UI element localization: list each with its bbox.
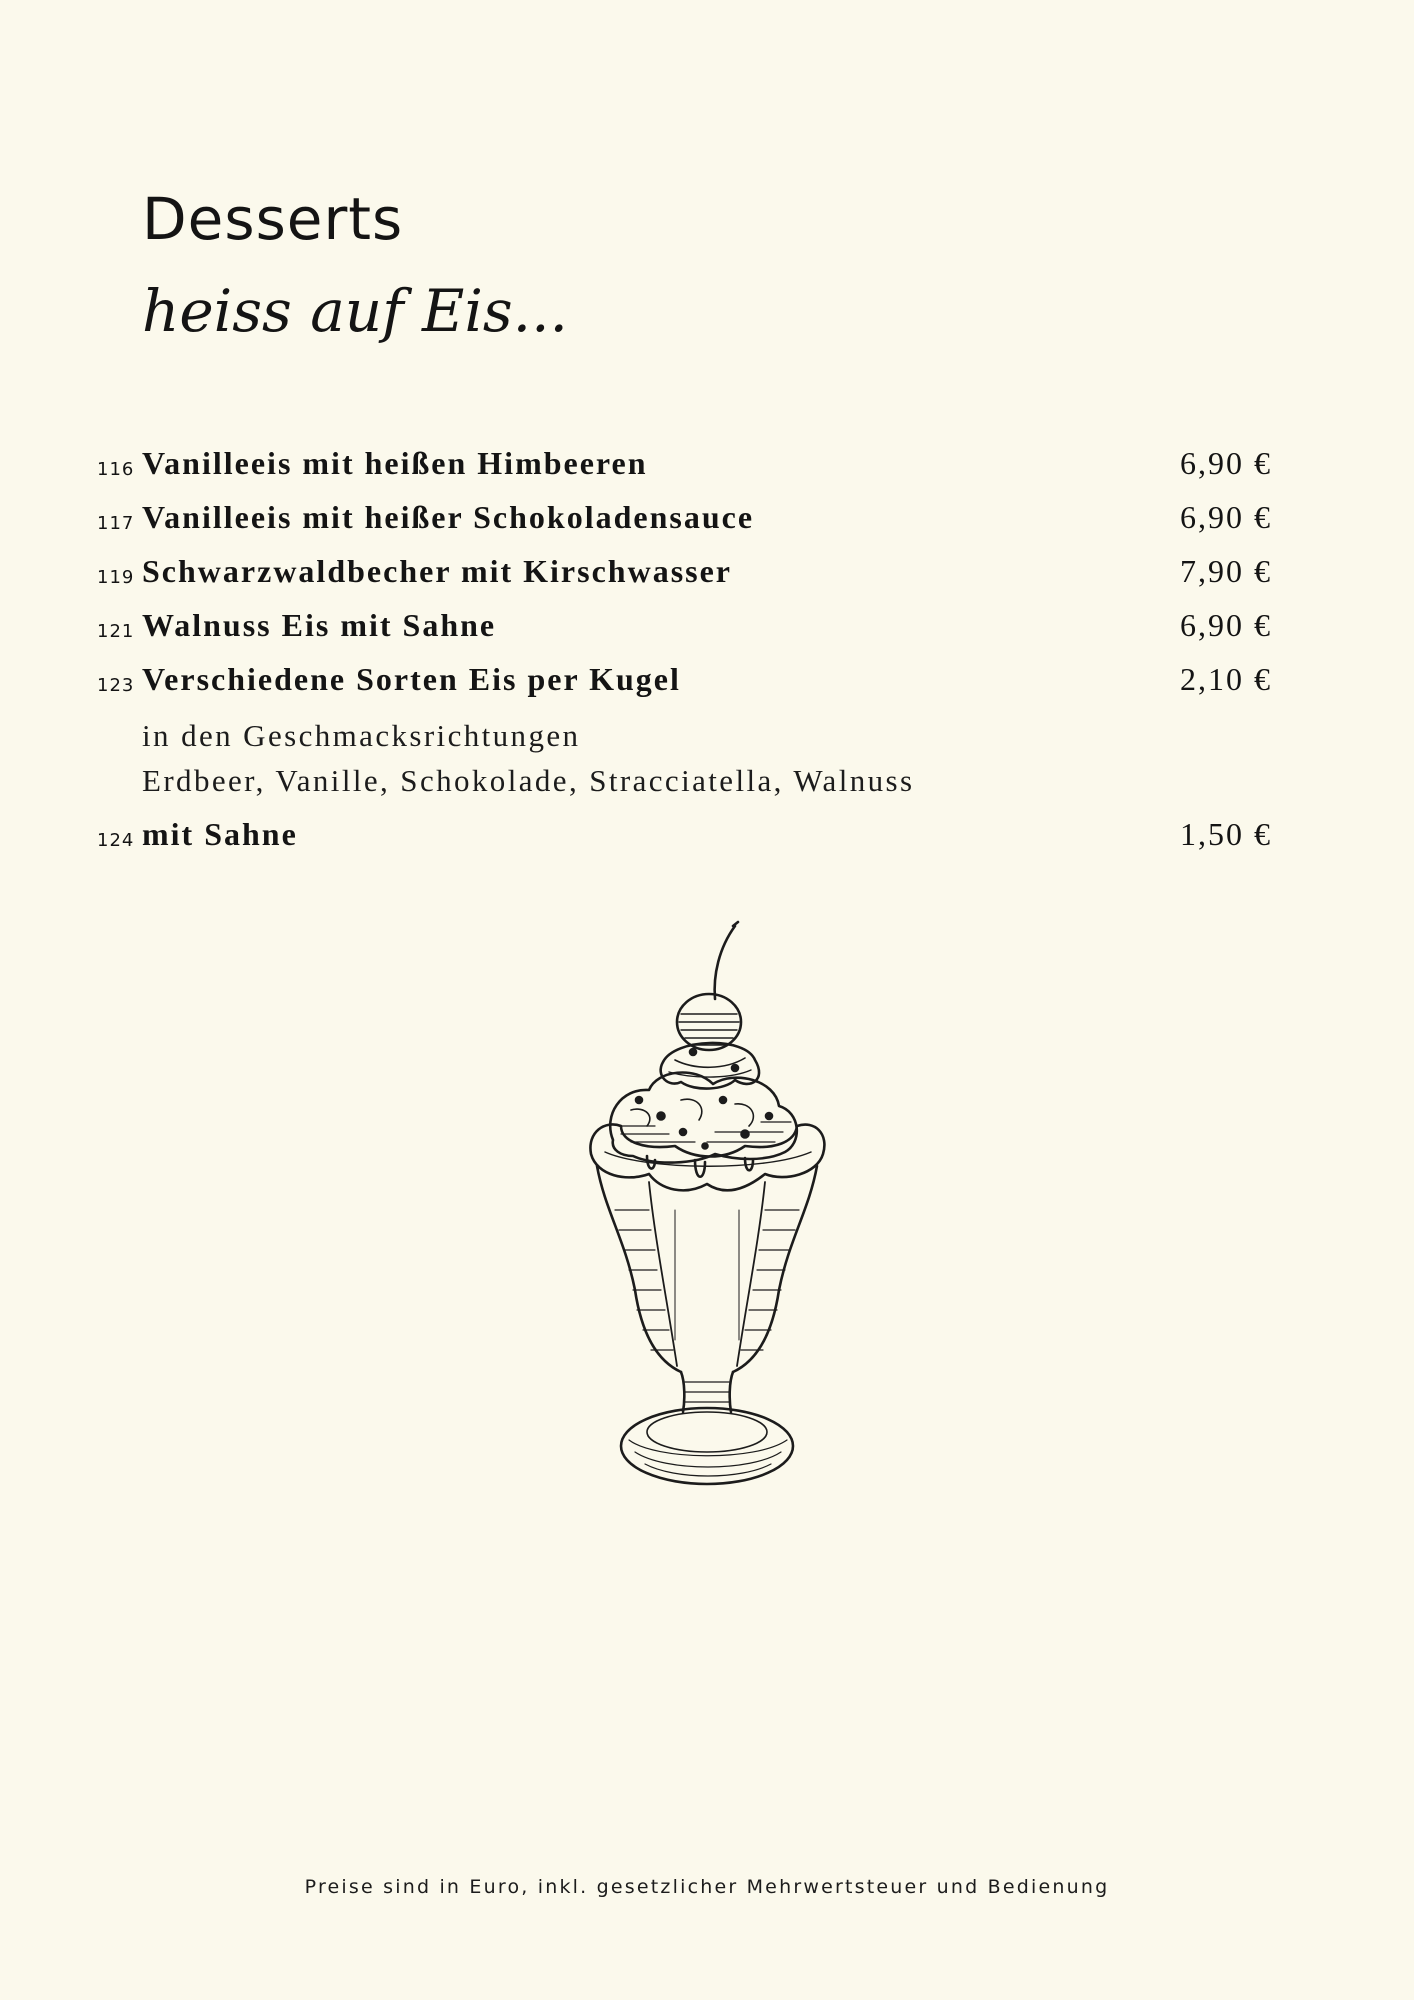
flavor-list: Erdbeer, Vanille, Schokolade, Stracciatella, Walnuss	[142, 763, 915, 798]
menu-item	[0, 607, 1414, 657]
menu-item	[0, 553, 1414, 603]
item-name: Vanilleeis mit heißer Schokoladensauce	[142, 499, 755, 535]
menu-item	[0, 499, 1414, 549]
item-price: 6,90 €	[1180, 499, 1272, 535]
item-name: Vanilleeis mit heißen Himbeeren	[142, 445, 648, 481]
item-number: 116	[97, 459, 135, 480]
item-number: 119	[97, 567, 135, 588]
item-number: 121	[97, 621, 135, 642]
item-price: 2,10 €	[1180, 661, 1272, 697]
menu-item-extra	[0, 816, 1414, 866]
menu-item	[0, 445, 1414, 495]
menu-item	[0, 661, 1414, 711]
page-title: Desserts	[142, 185, 404, 253]
item-price: 1,50 €	[1180, 816, 1272, 852]
ice-cream-sundae-icon	[585, 920, 830, 1490]
item-name: Verschiedene Sorten Eis per Kugel	[142, 661, 681, 697]
item-price: 6,90 €	[1180, 445, 1272, 481]
flavor-intro: in den Geschmacksrichtungen	[142, 718, 581, 753]
item-name: Walnuss Eis mit Sahne	[142, 607, 497, 643]
price-note: Preise sind in Euro, inkl. gesetzlicher Mehrwertsteuer und Bedienung	[304, 1876, 1110, 1898]
item-name: Schwarzwaldbecher mit Kirschwasser	[142, 553, 732, 589]
item-name: mit Sahne	[142, 816, 298, 852]
item-price: 6,90 €	[1180, 607, 1272, 643]
item-number: 117	[97, 513, 135, 534]
item-number: 123	[97, 675, 135, 696]
page-subtitle: heiss auf Eis...	[142, 277, 568, 345]
item-number: 124	[97, 830, 135, 851]
item-price: 7,90 €	[1180, 553, 1272, 589]
